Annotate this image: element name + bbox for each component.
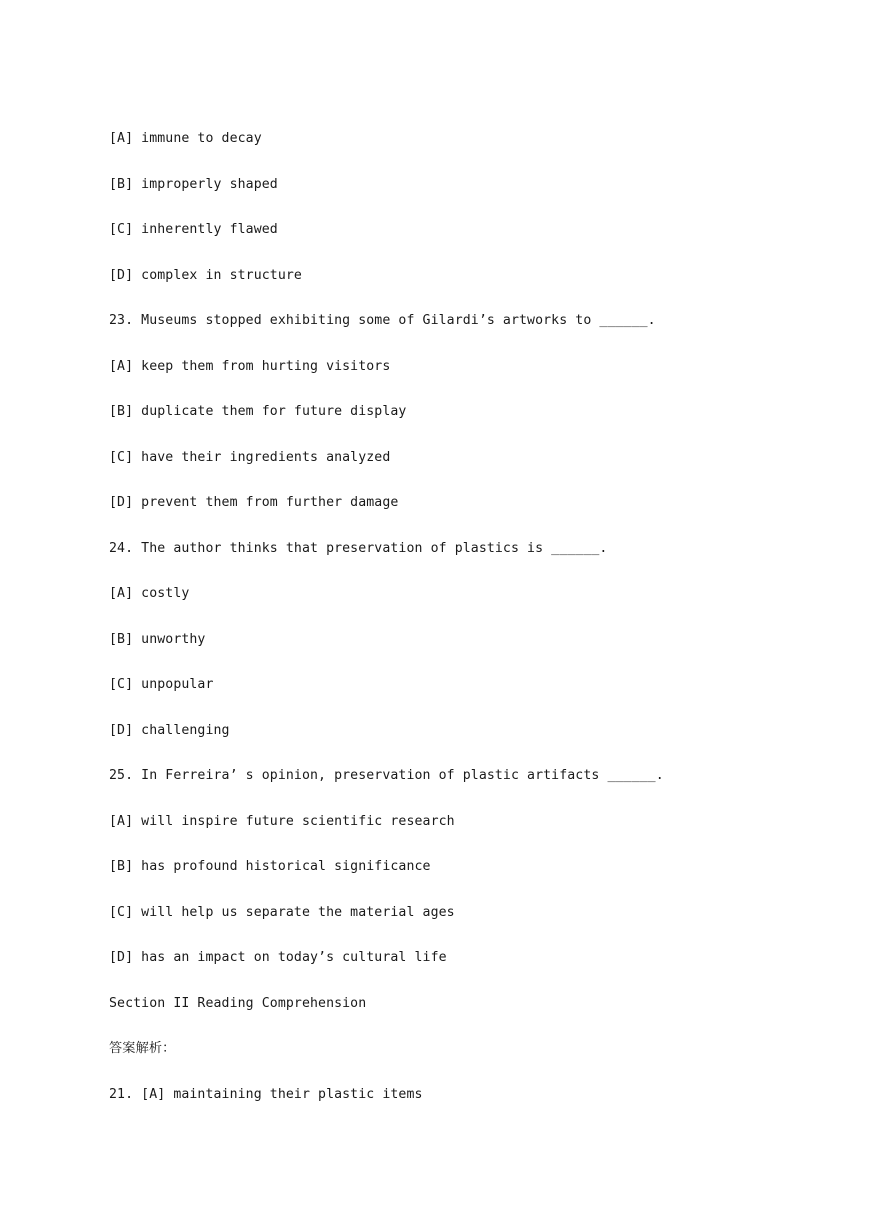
answer-heading: 答案解析：: [109, 1041, 176, 1056]
q22-option-c: [C] inherently flawed: [109, 222, 278, 237]
answer-21: 21. [A] maintaining their plastic items: [109, 1086, 423, 1102]
q25-stem: 25. In Ferreira’ s opinion, preservation of plastic artifacts ______.: [109, 768, 664, 783]
q24-option-a: [A] costly: [109, 586, 190, 601]
q23-option-d: [D] prevent them from further damage: [109, 495, 399, 510]
q22-option-d: [D] complex in structure: [109, 267, 302, 283]
q22-option-b: [B] improperly shaped: [109, 176, 278, 192]
q22-option-a: [A] immune to decay: [109, 131, 262, 146]
section-heading: Section II Reading Comprehension: [109, 995, 367, 1011]
q23-option-a: [A] keep them from hurting visitors: [109, 358, 391, 374]
q24-stem: 24. The author thinks that preservation of plastics is ______.: [109, 540, 608, 556]
q25-option-c: [C] will help us separate the material ages: [109, 904, 455, 920]
q24-option-c: [C] unpopular: [109, 677, 214, 692]
q25-option-b: [B] has profound historical significance: [109, 859, 431, 874]
q25-option-d: [D] has an impact on today’s cultural life: [109, 950, 447, 965]
q24-option-b: [B] unworthy: [109, 631, 206, 647]
document-content: [109, 128, 809, 1129]
q23-option-c: [C] have their ingredients analyzed: [109, 449, 391, 465]
q23-option-b: [B] duplicate them for future display: [109, 404, 407, 419]
q23-stem: 23. Museums stopped exhibiting some of Gilardi’s artworks to ______.: [109, 313, 656, 328]
q24-option-d: [D] challenging: [109, 722, 230, 738]
q25-option-a: [A] will inspire future scientific research: [109, 813, 455, 829]
